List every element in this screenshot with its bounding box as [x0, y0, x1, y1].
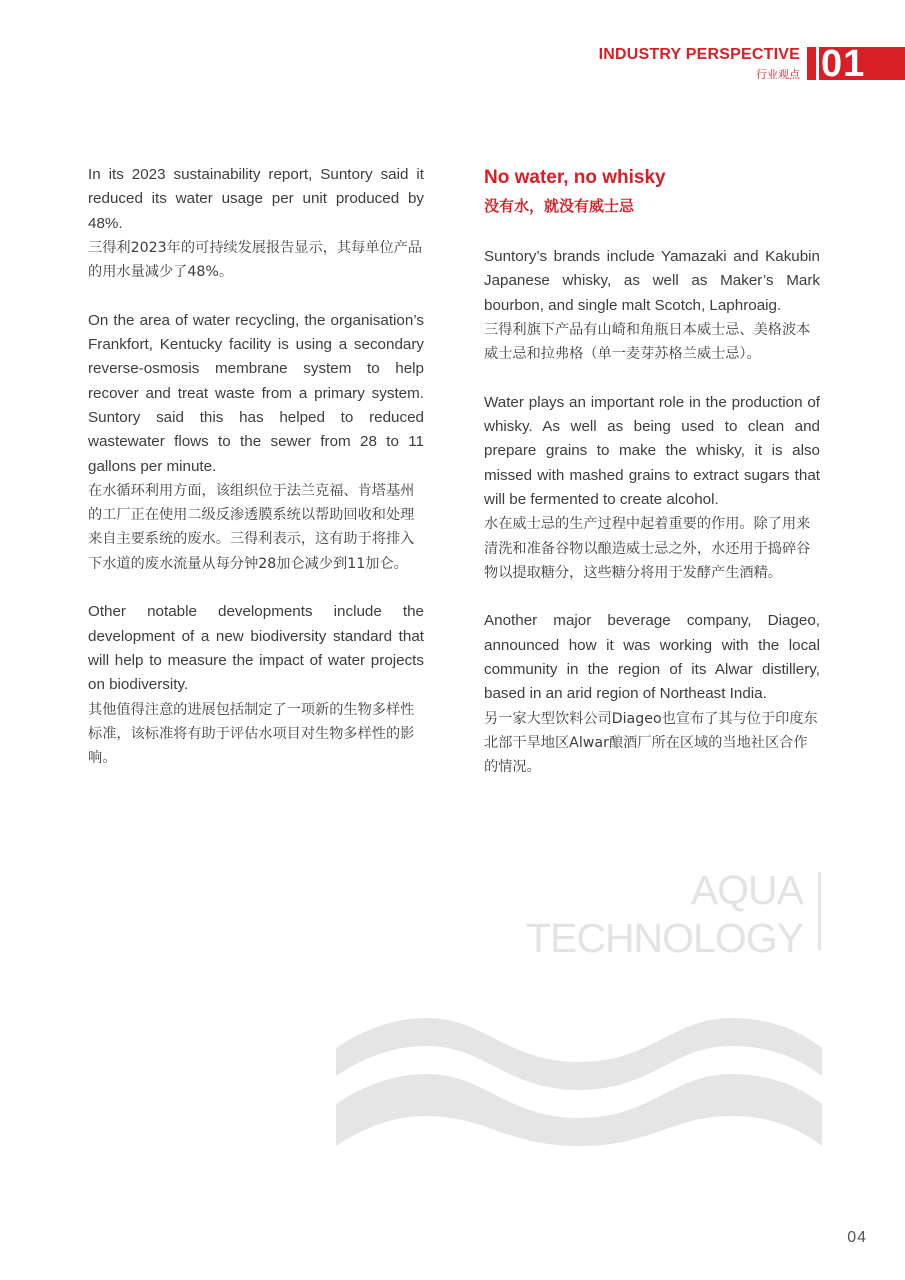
left-column: [88, 163, 424, 795]
article-heading-cn: 没有水，就没有威士忌: [484, 197, 635, 215]
section-header-subtitle: 行业观点: [756, 69, 800, 81]
paragraph-cn: 其他值得注意的进展包括制定了一项新的生物多样性标准，该标准将有助于评估水项目对生物多样性的影响。: [88, 701, 415, 767]
watermark-line-2: TECHNOLOGY: [525, 915, 803, 961]
page-number: 04: [847, 1229, 867, 1246]
aqua-technology-watermark: [526, 866, 803, 962]
right-column: [484, 163, 820, 804]
paragraph-en: Suntory’s brands include Yamazaki and Kakubin Japanese whisky, as well as Maker’s Mark bourbon, and single malt Scotch, Laphroaig.: [484, 248, 820, 314]
waves-decoration-icon: [336, 1000, 822, 1150]
paragraph-en: Other notable developments include the development of a new biodiversity standard that will help to measure the impact of water projects on biodiversity.: [88, 603, 424, 694]
paragraph-en: In its 2023 sustainability report, Suntory said it reduced its water usage per unit produced by 48%.: [88, 166, 424, 232]
article-heading: No water, no whisky: [484, 167, 666, 188]
paragraph-en: On the area of water recycling, the organisation’s Frankfort, Kentucky facility is using a secondary reverse-osmosis membrane system to help recover and treat waste from a primary system. Suntory said this has helped to reduced wastewater flows to the sewer from 28 to 11 gallons per minute.: [88, 311, 424, 475]
watermark-line-1: AQUA: [690, 867, 803, 913]
paragraph-cn: 三得利2023年的可持续发展报告显示，其每单位产品的用水量减少了48%。: [88, 239, 423, 281]
section-number-badge: [807, 43, 905, 85]
page-header: [0, 44, 905, 84]
paragraph-en: Water plays an important role in the production of whisky. As well as being used to clean and prepare grains to make the whisky, it is also missed with mashed grains to extract sugars that will be fermented to create alcohol.: [484, 393, 820, 508]
section-number: 01: [821, 43, 866, 85]
paragraph-cn: 在水循环利用方面，该组织位于法兰克福、肯塔基州的工厂正在使用二级反渗透膜系统以帮助回收和处理来自主要系统的废水。三得利表示，这有助于将排入下水道的废水流量从每分钟28加仑减少到11加仑。: [88, 482, 415, 572]
paragraph-cn: 三得利旗下产品有山崎和角瓶日本威士忌、美格波本威士忌和拉弗格（单一麦芽苏格兰威士忌）。: [484, 321, 811, 363]
watermark-divider: [818, 872, 821, 950]
badge-divider: [816, 47, 819, 80]
paragraph-en: Another major beverage company, Diageo, announced how it was working with the local community in the region of its Alwar distillery, based in an arid region of Northeast India.: [484, 612, 820, 703]
section-header-title: INDUSTRY PERSPECTIVE: [598, 46, 800, 63]
paragraph-cn: 水在威士忌的生产过程中起着重要的作用。除了用来清洗和准备谷物以酿造威士忌之外，水还用于捣碎谷物以提取糖分，这些糖分将用于发酵产生酒精。: [484, 516, 811, 581]
paragraph-cn: 另一家大型饮料公司Diageo也宣布了其与位于印度东北部干旱地区Alwar酿酒厂所在区域的当地社区合作的情况。: [484, 710, 818, 776]
